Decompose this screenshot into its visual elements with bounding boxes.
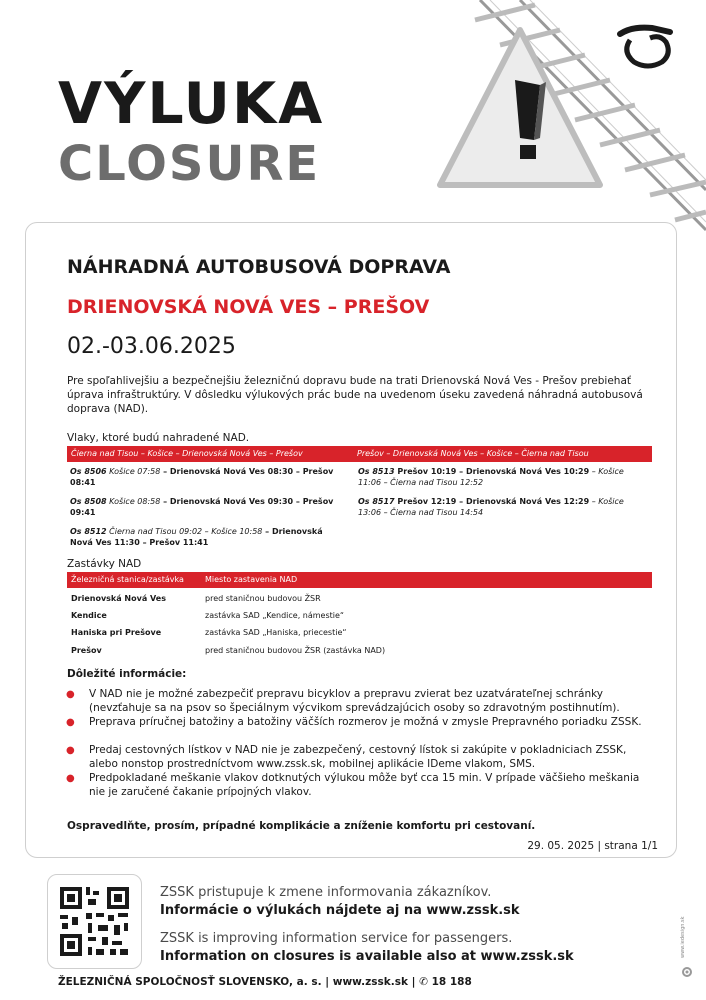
train-segment-bold: – Drienovská Nová Ves 09:30 – Prešov 09:41	[70, 497, 334, 517]
train-segment-bold: – Drienovská Nová Ves 11:30 – Prešov 11:41	[70, 527, 323, 547]
trains-label: Vlaky, ktoré budú nahradené NAD.	[67, 432, 250, 444]
stop-station: Drienovská Nová Ves	[71, 594, 166, 603]
apology-text: Ospravedlňte, prosím, prípadné komplikácie a zníženie komfortu pri cestovaní.	[67, 820, 536, 832]
stops-col-place: Miesto zastavenia NAD	[205, 575, 298, 584]
stop-place: zastávka SAD „Haniska, priecestie“	[205, 628, 347, 637]
train-number: Os 8512	[70, 527, 107, 536]
trains-header-bar	[67, 446, 652, 462]
info-bullet: Preprava príručnej batožiny a batožiny väčších rozmerov je možná v zmysle Prepravného poriadku ZSSK.	[89, 716, 642, 728]
col-left-header: Čierna nad Tisou – Košice – Drienovská Nová Ves – Prešov	[71, 449, 303, 458]
train-row	[358, 496, 648, 518]
footer-en-line2: Information on closures is available also at www.zssk.sk	[160, 949, 574, 964]
bullet-icon: ●	[66, 717, 75, 728]
bullet-icon: ●	[66, 773, 75, 784]
stop-place: zastávka SAD „Kendice, námestie“	[205, 611, 345, 620]
stop-place: pred staničnou budovou ŽSR	[205, 594, 321, 603]
date-page-info: 29. 05. 2025 | strana 1/1	[527, 840, 658, 852]
train-row	[358, 466, 648, 488]
train-segment-bold: – Drienovská Nová Ves 08:30 – Prešov 08:41	[70, 467, 334, 487]
train-segment-bold: Prešov 10:19 – Drienovská Nová Ves 10:29	[394, 467, 590, 476]
train-number: Os 8513	[358, 467, 395, 476]
qr-code-frame	[47, 874, 142, 969]
stop-place: pred staničnou budovou ŽSR (zastávka NAD)	[205, 646, 386, 655]
notice-heading: NÁHRADNÁ AUTOBUSOVÁ DOPRAVA	[67, 256, 451, 278]
closure-title-en: CLOSURE	[58, 136, 321, 192]
gear-icon	[681, 966, 693, 978]
train-row	[70, 496, 345, 518]
stop-station: Prešov	[71, 646, 102, 655]
bullet-icon: ●	[66, 745, 75, 756]
col-right-header: Prešov – Drienovská Nová Ves – Košice – Čierna nad Tisou	[357, 449, 589, 458]
design-mark: www.iedesign.sk	[680, 916, 686, 958]
train-number: Os 8517	[358, 497, 395, 506]
train-segment: – Košice 13:06 – Čierna nad Tisou 14:54	[358, 497, 624, 517]
closure-dates: 02.-03.06.2025	[67, 334, 236, 359]
info-label: Dôležité informácie:	[67, 668, 187, 680]
stops-header-bar	[67, 572, 652, 588]
train-row	[70, 526, 345, 548]
info-bullet: V NAD nie je možné zabezpečiť prepravu bicyklov a prepravu zvierat bez uzatvárateľnej schránky (nevzťahuje sa na psov so špeciálnym výcvikom sprevádzajúcich osoby so zdravotným postihnutím).	[89, 688, 620, 714]
company-line: ŽELEZNIČNÁ SPOLOČNOSŤ SLOVENSKO, a. s. | www.zssk.sk | ✆ 18 188	[58, 976, 472, 988]
train-segment: Košice 08:58	[109, 497, 161, 506]
stop-station: Kendice	[71, 611, 107, 620]
train-segment: Čierna nad Tisou 09:02 – Košice 10:58	[109, 527, 263, 536]
train-number: Os 8506	[70, 467, 107, 476]
train-number: Os 8508	[70, 497, 107, 506]
stops-col-station: Železničná stanica/zastávka	[71, 575, 184, 584]
info-bullet: Predpokladané meškanie vlakov dotknutých výlukou môže byť cca 15 min. V prípade väčšieho meškania nie je zaručené čakanie prípojných vlakov.	[89, 772, 640, 798]
intro-text: Pre spoľahlivejšiu a bezpečnejšiu železničnú dopravu bude na trati Drienovská Nová Ves - Prešov prebiehať úprava infraštruktúry. V dôsledku výlukových prác bude na uvedenom úseku zavedená náhradná autobusová doprava (NAD).	[67, 375, 643, 415]
footer-sk-line1: ZSSK pristupuje k zmene informovania zákazníkov.	[160, 885, 492, 900]
route-title: DRIENOVSKÁ NOVÁ VES – PREŠOV	[67, 296, 430, 318]
footer-en-line1: ZSSK is improving information service for passengers.	[160, 931, 513, 946]
train-row	[70, 466, 345, 488]
train-segment: – Košice 11:06 – Čierna nad Tisou 12:52	[358, 467, 624, 487]
train-segment: Košice 07:58	[109, 467, 161, 476]
train-segment-bold: Prešov 12:19 – Drienovská Nová Ves 12:29	[394, 497, 590, 506]
qr-code-icon	[48, 875, 141, 968]
info-bullet: Predaj cestovných lístkov v NAD nie je zabezpečený, cestovný lístok si zakúpite v pokladniciach ZSSK, alebo nonstop prostredníctvom www.zssk.sk, mobilnej aplikácie IDeme vlakom, SMS.	[89, 744, 627, 770]
closure-title-sk: VÝLUKA	[58, 71, 325, 137]
stop-station: Haniska pri Prešove	[71, 628, 162, 637]
footer-sk-line2: Informácie o výlukách nájdete aj na www.zssk.sk	[160, 903, 520, 918]
bullet-icon: ●	[66, 689, 75, 700]
stops-label: Zastávky NAD	[67, 558, 142, 570]
